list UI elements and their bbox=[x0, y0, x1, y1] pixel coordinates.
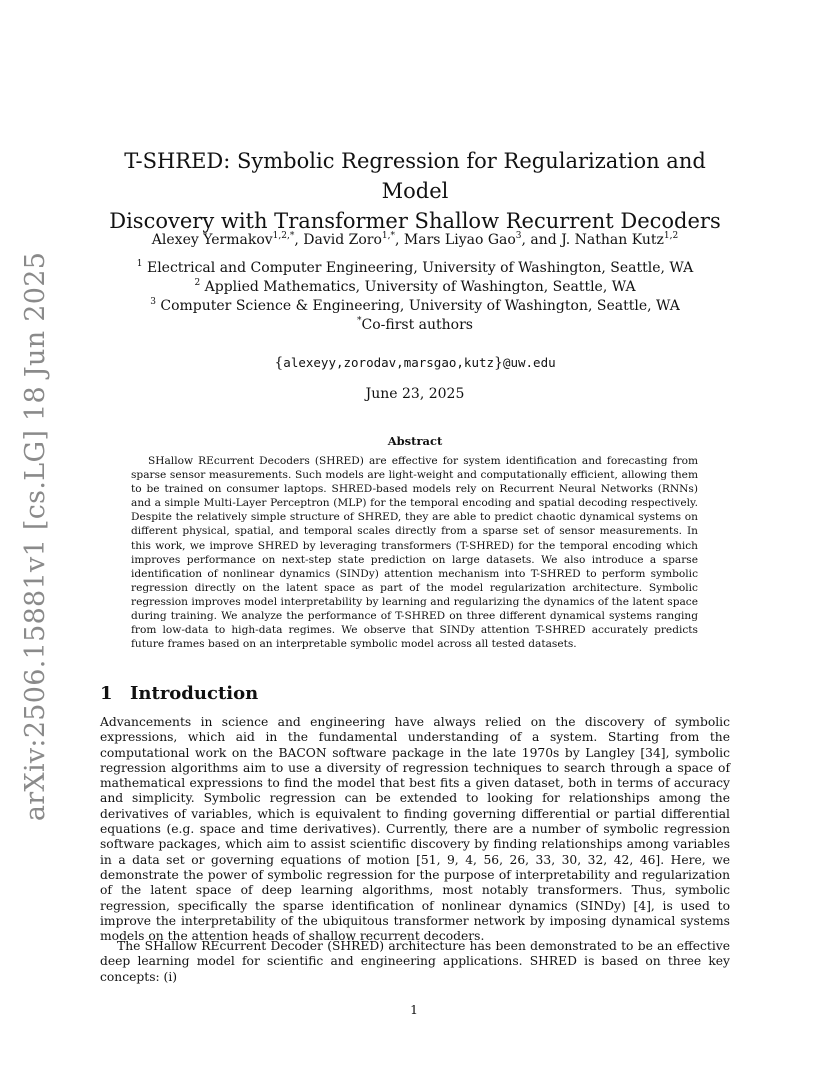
affiliation-text: Electrical and Computer Engineering, University of Washington, Seattle, WA bbox=[146, 260, 694, 276]
publication-date: June 23, 2025 bbox=[365, 386, 465, 402]
author-name: J. Nathan Kutz bbox=[561, 232, 664, 248]
paper-title bbox=[100, 146, 730, 236]
affiliation-text: Applied Mathematics, University of Washington, Seattle, WA bbox=[204, 279, 636, 295]
author-name: Alexey Yermakov bbox=[151, 232, 273, 248]
page-number: 1 bbox=[410, 1003, 418, 1017]
co-first-note bbox=[100, 316, 730, 335]
affiliation-marker: 3 bbox=[150, 297, 156, 307]
affiliation bbox=[100, 297, 730, 316]
author-affiliation-marker: 3 bbox=[515, 231, 522, 241]
author-affiliation-marker: 1,2,* bbox=[272, 231, 295, 241]
title-line-2: Discovery with Transformer Shallow Recurrent Decoders bbox=[109, 209, 721, 233]
section-heading bbox=[100, 683, 258, 704]
arxiv-identifier bbox=[16, 251, 56, 821]
affiliation-marker: 1 bbox=[136, 259, 143, 269]
email-domain: @uw.edu bbox=[502, 355, 556, 370]
author-separator: , bbox=[395, 232, 404, 248]
author-emails bbox=[100, 355, 730, 371]
email-brace-close: } bbox=[494, 355, 503, 371]
affiliation bbox=[100, 259, 730, 278]
author-affiliation-marker: 1,2 bbox=[663, 231, 679, 241]
body-paragraph: The SHallow REcurrent Decoder (SHRED) architecture has been demonstrated to be an effective deep learning model for scientific and engineering applications. SHRED is based on three key concepts: (i) bbox=[100, 939, 730, 984]
section-number: 1 bbox=[100, 683, 113, 704]
affiliation-list bbox=[100, 259, 730, 335]
author-name: David Zoro bbox=[303, 232, 382, 248]
affiliation-marker: * bbox=[357, 316, 362, 326]
affiliation-marker: 2 bbox=[194, 278, 201, 288]
author-name: Mars Liyao Gao bbox=[403, 232, 516, 248]
affiliation bbox=[100, 278, 730, 297]
affiliation-text: Co-first authors bbox=[361, 317, 473, 333]
title-line-1: T-SHRED: Symbolic Regression for Regularization and Model bbox=[124, 149, 706, 203]
email-brace-open: { bbox=[274, 355, 284, 371]
arxiv-identifier-text: arXiv:2506.15881v1 [cs.LG] 18 Jun 2025 bbox=[20, 251, 52, 821]
section-title: Introduction bbox=[130, 683, 259, 704]
author-list bbox=[100, 230, 730, 250]
affiliation-text: Computer Science & Engineering, University of Washington, Seattle, WA bbox=[160, 298, 680, 314]
author-separator: , and bbox=[521, 232, 562, 248]
body-paragraph: Advancements in science and engineering have always relied on the discovery of symbolic expressions, which aid in the fundamental understanding of a system. Starting from the computational work on the BACON software package in the late 1970s by Langley [34], symbolic regression algorithms aim to use a diversity of regression techniques to search through a space of mathematical expressions to find the model that best fits a given dataset, both in terms of accuracy and simplicity. Symbolic regression can be extended to looking for relationships among the derivatives of variables, which is equivalent to finding governing differential or partial differential equations (e.g. space and time derivatives). Currently, there are a number of symbolic regression software packages, which aim to assist scientific discovery by finding relationships among variables in a data set or governing equations of motion [51, 9, 4, 56, 26, 33, 30, 32, 42, 46]. Here, we demonstrate the power of symbolic regression for the purpose of interpretability and regularization of the latent space of deep learning algorithms, most notably transformers. Thus, symbolic regression, specifically the sparse identification of nonlinear dynamics (SINDy) [4], is used to improve the interpretability of the ubiquitous transformer network by imposing dynamical systems models on the attention heads of shallow recurrent decoders. bbox=[100, 715, 730, 944]
email-usernames: alexeyy,zorodav,marsgao,kutz bbox=[283, 355, 495, 370]
author-separator: , bbox=[294, 232, 304, 248]
author-affiliation-marker: 1,* bbox=[381, 231, 395, 241]
abstract-heading: Abstract bbox=[387, 434, 443, 448]
abstract-text: SHallow REcurrent Decoders (SHRED) are effective for system identification and forecasting from sparse sensor measurements. Such models are light-weight and computationally efficient, allowing them to be trained on consumer laptops. SHRED-based models rely on Recurrent Neural Networks (RNNs) and a simple Multi-Layer Perceptron (MLP) for the temporal encoding and spatial decoding respectively. Despite the relatively simple structure of SHRED, they are able to predict chaotic dynamical systems on different physical, spatial, and temporal scales directly from a sparse set of sensor measurements. In this work, we improve SHRED by leveraging transformers (T-SHRED) for the temporal encoding which improves performance on next-step state prediction on large datasets. We also introduce a sparse identification of nonlinear dynamics (SINDy) attention mechanism into T-SHRED to perform symbolic regression directly on the latent space as part of the model regularization architecture. Symbolic regression improves model interpretability by learning and regularizing the dynamics of the latent space during training. We analyze the performance of T-SHRED on three different dynamical systems ranging from low-data to high-data regimes. We observe that SINDy attention T-SHRED accurately predicts future frames based on an interpretable symbolic model across all tested datasets. bbox=[131, 455, 698, 651]
